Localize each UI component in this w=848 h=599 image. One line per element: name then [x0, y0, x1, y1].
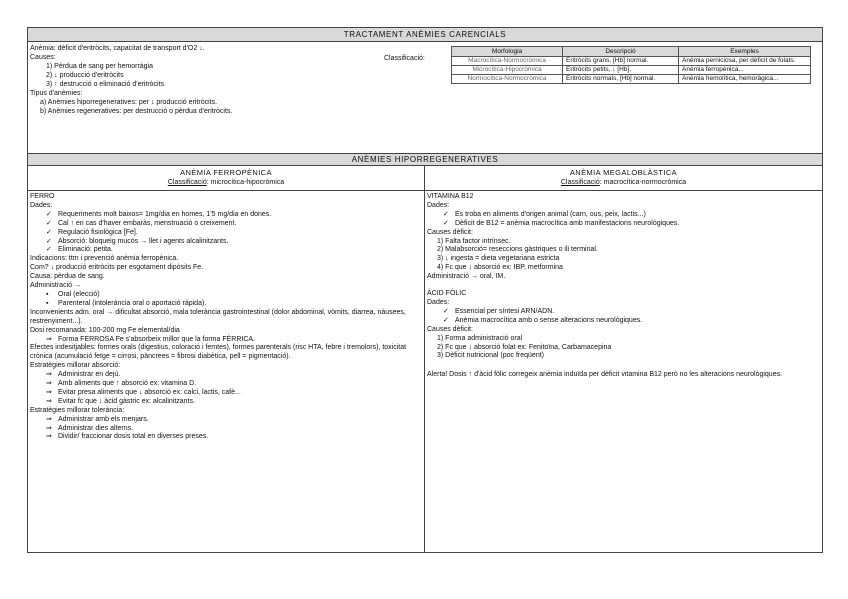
list-item: 1) Falta factor intrínsec.	[437, 237, 511, 245]
cell-exemples: Anèmia ferropènica...	[679, 66, 811, 75]
header-morfologia: Morfologia	[452, 47, 563, 57]
classification-value: : macrocítica-normocròmica	[599, 179, 687, 186]
check-icon: ✓	[443, 210, 449, 218]
text-line: Administració →	[30, 282, 81, 290]
list-item: ✓ Dèficit de B12 = anèmia macrocítica amb manifestacions neurològiques.	[443, 219, 680, 227]
list-item: ⇒ Administrar dies alterns.	[46, 424, 134, 432]
arrow-icon: ⇒	[46, 415, 52, 423]
list-item: 3) ↓ ingesta = dieta vegetariana estricta	[437, 255, 560, 263]
text-line: Estratègies millorar absorció:	[30, 362, 121, 370]
text-line: Causa: pèrdua de sang.	[30, 273, 105, 281]
anemia-definition: Anèmia: dèficit d'eritròcits, capacitat de transport d'O2 ↓.	[30, 45, 205, 52]
left-column-title: ANÈMIA FERROPÈNICA	[180, 168, 272, 177]
list-item: 3) Dèficit nutricional (poc freqüent)	[437, 352, 544, 360]
label-dades: Dades:	[427, 201, 450, 209]
check-icon: ✓	[46, 237, 52, 245]
check-icon: ✓	[443, 219, 449, 227]
table-row	[452, 57, 811, 66]
list-item: ⇒ Evitar presa aliments que ↓ absorció ex: calci, lactis, cafè...	[46, 388, 241, 396]
left-column-header	[28, 166, 425, 190]
text-line: Indicacions: ttm i prevenció anèmia ferropènica.	[30, 255, 179, 263]
check-icon: ✓	[46, 246, 52, 254]
right-classification	[425, 178, 822, 188]
label-dades: Dades:	[427, 298, 450, 306]
header-exemples: Exemples	[679, 47, 811, 57]
classification-label: Classificació:	[384, 55, 425, 62]
cell-morfologia: Normocítica-Normocròmica	[452, 75, 563, 84]
check-icon: ✓	[46, 219, 52, 227]
cell-descripcio: Eritròcits grans, [Hb] normal.	[563, 57, 679, 66]
table-header-row	[452, 47, 811, 57]
list-item: 2) Malabsorció= reseccions gàstriques o ili terminal.	[437, 246, 598, 254]
right-column-title: ANÈMIA MEGALOBLÀSTICA	[569, 168, 678, 177]
classification-value: : microcítica-hipocròmica	[206, 179, 285, 186]
cell-morfologia: Macrocítica-Normocròmica	[452, 57, 563, 66]
right-column-body	[425, 191, 822, 553]
cell-exemples: Anèmia perniciosa, per dèficit de folats.	[679, 57, 811, 66]
classification-label: Classificació	[560, 179, 600, 186]
arrow-icon: ⇒	[46, 433, 52, 441]
cell-descripcio: Eritròcits petits, ↓ [Hb].	[563, 66, 679, 75]
bullet-icon: ▪	[46, 290, 49, 298]
list-item: ⇒ Forma FERROSA Fe s'absorbeix millor que la forma FÈRRICA.	[46, 335, 256, 343]
causes-label: Causes:	[30, 54, 56, 61]
cause-item: 2) ↓ producció d'eritròcits	[46, 72, 124, 79]
text-line: Administració → oral, IM.	[427, 273, 506, 281]
cause-item: 1) Pèrdua de sang per hemorràgia	[46, 63, 154, 70]
check-icon: ✓	[443, 316, 449, 324]
text-paragraph: Inconvenients adm. oral → dificultat absorció, mala tolerància gastrointestinal (dolor abdominal, vòmits, diarrea, nàusees, restrenyiment...).	[30, 308, 406, 325]
list-item: ✓ Requeriments molt baixos= 1mg/dia en homes, 1'5 mg/dia en dones.	[46, 210, 272, 218]
spacer	[427, 282, 820, 290]
left-classification	[28, 178, 424, 188]
list-item: ✓ Es troba en aliments d'origen animal (carn, ous, peix, lactis...)	[443, 210, 646, 218]
intro-section	[28, 42, 822, 153]
heading-ferro: FERRO	[30, 193, 55, 200]
list-item: ⇒ Evitar fc que ↓ àcid gàstric ex: alcalinitzants.	[46, 397, 195, 405]
alert-note: Alerta! Dosis ↑ d'àcid fòlic corregeix anèmia induïda per dèficit vitamina B12 però no les alteracions neurològiques.	[427, 371, 783, 379]
tipus-item: b) Anèmies regeneratives: per destrucció o pèrdua d'eritròcits.	[40, 108, 233, 115]
arrow-icon: ⇒	[46, 397, 52, 405]
table-row	[452, 75, 811, 84]
list-item: ✓ Cal ↑ en cas d'haver embaràs, menstruació o creixement.	[46, 219, 237, 227]
list-item: ⇒ Administrar amb els menjars.	[46, 415, 149, 423]
tipus-label: Tipus d'anèmies:	[30, 90, 83, 97]
morphology-table	[451, 46, 811, 84]
text-paragraph: Efectes indesitjables: formes orals (digestius, coloració i femtes), formes parenterals (risc HTA, febre i tremolors), toxicitat crònica (acumulació fetge = cirrosi, pàncrees = fibrosi diabètica, pell = pigmentació).	[30, 344, 407, 361]
cause-item: 3) ↑ destrucció o eliminació d'eritròcits	[46, 81, 165, 88]
content-columns	[28, 191, 822, 553]
arrow-icon: ⇒	[46, 335, 52, 343]
text-line: Causes dèficit:	[427, 325, 473, 333]
heading-vitamina-b12: VITAMINA B12	[427, 193, 474, 200]
arrow-icon: ⇒	[46, 371, 52, 379]
list-item: ▪ Parenteral (intolerància oral o aportació ràpida).	[46, 299, 207, 307]
list-item: 2) Fc que ↓ absorció folat ex: Fenitoïna, Carbamacepina	[437, 343, 612, 351]
table-row	[452, 66, 811, 75]
left-column-body	[28, 191, 425, 553]
list-item: ⇒ Amb aliments que ↑ absorció ex: vitamina D.	[46, 380, 197, 388]
list-item: ✓ Regulació fisiològica [Fe].	[46, 228, 138, 236]
cell-exemples: Anèmia hemolítica, hemoràgica...	[679, 75, 811, 84]
list-item: 1) Forma administració oral	[437, 334, 523, 342]
list-item: ✓ Essencial per síntesi ARN/ADN.	[443, 307, 555, 315]
label-dades: Dades:	[30, 201, 53, 209]
spacer	[427, 361, 820, 371]
check-icon: ✓	[443, 307, 449, 315]
text-line: Dosi recomanada: 100-200 mg Fe elemental/dia	[30, 326, 180, 334]
document-page	[27, 27, 823, 553]
list-item: ▪ Oral (elecció)	[46, 290, 100, 298]
list-item: ⇒ Administrar en dejú.	[46, 371, 121, 379]
list-item: 4) Fc que ↓ absorció ex: IBP, metformina	[437, 264, 563, 272]
arrow-icon: ⇒	[46, 380, 52, 388]
column-headers	[28, 166, 822, 191]
check-icon: ✓	[46, 210, 52, 218]
text-line: Causes dèficit:	[427, 228, 473, 236]
list-item: ⇒ Dividir/ fraccionar dosis total en diverses preses.	[46, 433, 209, 441]
bullet-icon: ▪	[46, 299, 49, 307]
list-item: ✓ Anèmia macrocítica amb o sense alteracions neurològiques.	[443, 316, 643, 324]
classification-label: Classificació	[167, 179, 207, 186]
right-column-header	[425, 166, 822, 190]
cell-descripcio: Eritròcits normals, [Hb] normal.	[563, 75, 679, 84]
text-line: Com? ↓ producció eritròcits per esgotament dipòsits Fe.	[30, 264, 204, 272]
tipus-item: a) Anèmies hiporregeneratives: per ↓ producció eritròcits.	[40, 99, 218, 106]
text-line: Estratègies millorar tolerància:	[30, 406, 125, 414]
arrow-icon: ⇒	[46, 388, 52, 396]
document-title: TRACTAMENT ANÈMIES CARENCIALS	[28, 28, 822, 42]
header-descripcio: Descripció	[563, 47, 679, 57]
arrow-icon: ⇒	[46, 424, 52, 432]
list-item: ✓ Absorció: bloqueig mucós → llet i agents alcalinitzants.	[46, 237, 229, 245]
list-item: ✓ Eliminació: petita.	[46, 246, 113, 254]
check-icon: ✓	[46, 228, 52, 236]
heading-acid-folic: ÀCID FÒLIC	[427, 290, 467, 298]
cell-morfologia: Microcítica-Hipocròmica	[452, 66, 563, 75]
section-title: ANÈMIES HIPORREGENERATIVES	[28, 153, 822, 166]
